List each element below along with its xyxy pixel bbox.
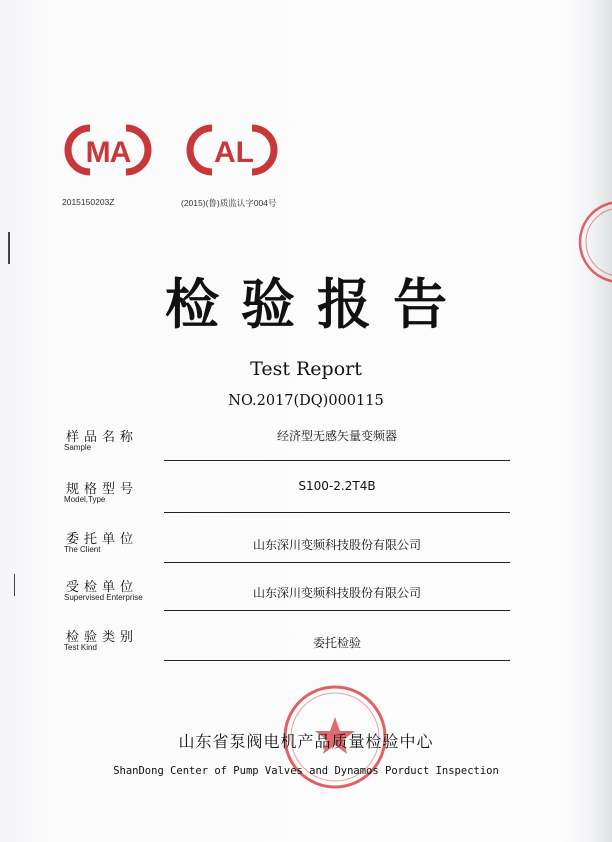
- cal-logo-text: AL: [214, 136, 254, 169]
- issuer-name-chinese: 山东省泵阀电机产品质量检验中心: [178, 732, 434, 751]
- field-underline: [164, 460, 510, 461]
- field-value: 山东深川变频科技股份有限公司: [252, 538, 421, 552]
- report-title-chinese: 检验报告: [165, 273, 469, 336]
- field-value: 经济型无感矢量变频器: [276, 429, 397, 443]
- field-value: S100-2.2T4B: [298, 479, 376, 493]
- cma-certificate-number: 2015150203Z: [62, 197, 115, 207]
- page-edge-shadow: [590, 0, 612, 842]
- cma-logo-text: MA: [85, 136, 131, 169]
- field-client: [60, 528, 520, 572]
- field-test-kind: [60, 626, 520, 670]
- binding-mark: [14, 574, 15, 596]
- field-sample: [60, 426, 520, 470]
- field-label-chinese: 检验类别: [66, 630, 139, 645]
- report-number: NO.2017(DQ)000115: [228, 393, 384, 409]
- field-underline: [164, 562, 510, 563]
- field-value: 山东深川变频科技股份有限公司: [252, 586, 421, 600]
- report-title-english: Test Report: [250, 358, 362, 380]
- field-label-english: Supervised Enterprise: [64, 593, 143, 602]
- field-label-english: Test Kind: [64, 643, 97, 652]
- field-value: 委托检验: [312, 636, 361, 650]
- field-label-english: The Client: [64, 545, 101, 554]
- field-underline: [164, 512, 510, 513]
- field-label-chinese: 受检单位: [66, 580, 139, 595]
- cal-certificate-number: (2015)(鲁)质监认字004号: [181, 198, 277, 208]
- field-supervised-enterprise: [60, 576, 520, 620]
- field-label-chinese: 规格型号: [66, 482, 139, 497]
- field-underline: [164, 610, 510, 611]
- field-label-chinese: 样品名称: [66, 430, 139, 445]
- cal-logo-icon: [186, 122, 278, 178]
- field-underline: [164, 660, 510, 661]
- cma-logo-icon: [62, 122, 154, 178]
- issuer-name-english: ShanDong Center of Pump Valves and Dynamos Porduct Inspection: [113, 765, 499, 777]
- field-label-english: Sample: [64, 443, 92, 452]
- field-label-english: Model,Type: [64, 495, 106, 504]
- field-model-type: [60, 478, 520, 522]
- field-label-chinese: 委托单位: [66, 532, 139, 547]
- binding-mark: [8, 232, 10, 264]
